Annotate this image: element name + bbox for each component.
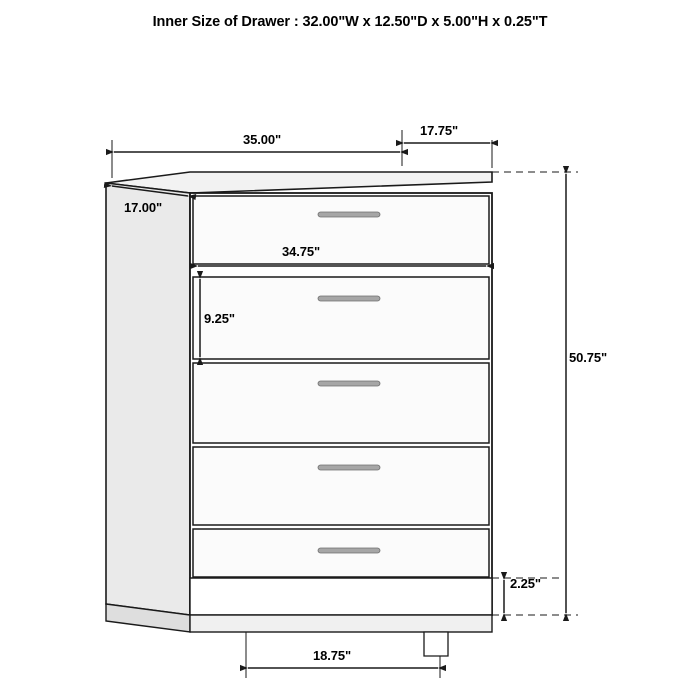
dim-label-drawer-height: 9.25" <box>204 311 235 326</box>
drawer-handle-1[interactable] <box>318 212 380 217</box>
chest-leg <box>424 632 448 656</box>
drawer-front-2[interactable] <box>193 277 489 359</box>
dim-label-top-width: 35.00" <box>243 132 282 147</box>
drawer-handle-5[interactable] <box>318 548 380 553</box>
dim-label-drawer-width: 34.75" <box>282 244 321 259</box>
drawer-handle-4[interactable] <box>318 465 380 470</box>
drawer-front-4[interactable] <box>193 447 489 525</box>
page-title: Inner Size of Drawer : 32.00"W x 12.50"D x 5.00"H x 0.25"T <box>152 14 548 30</box>
chest-plinth <box>190 578 492 615</box>
drawer-front-5[interactable] <box>193 529 489 577</box>
dim-label-base-width: 18.75" <box>313 648 352 663</box>
drawer-handle-3[interactable] <box>318 381 380 386</box>
dim-label-depth: 17.00" <box>124 200 163 215</box>
dim-label-top-side: 17.75" <box>420 123 459 138</box>
drawer-front-3[interactable] <box>193 363 489 443</box>
drawer-handle-2[interactable] <box>318 296 380 301</box>
drawer-front-1[interactable] <box>193 196 489 264</box>
dim-label-total-height: 50.75" <box>569 350 608 365</box>
dim-label-leg-height: 2.25" <box>510 576 541 591</box>
chest-base-band <box>190 615 492 632</box>
chest-left-side <box>106 183 190 615</box>
